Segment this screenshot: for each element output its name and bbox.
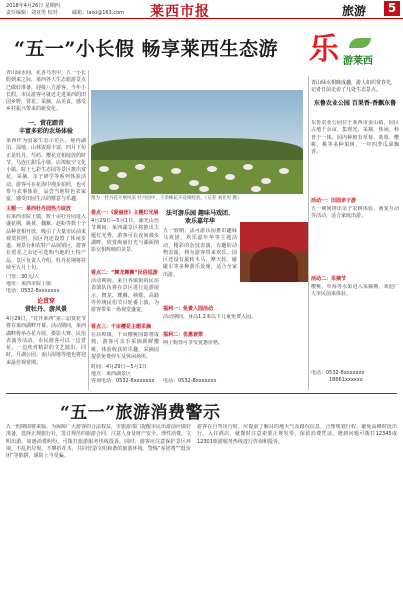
section-title: 旅游	[342, 4, 367, 18]
right-header: 青山绿水相映成趣，游人如织赏春光，记者日前走访了几处生态景点。	[311, 80, 397, 93]
bottom-body-2: 游客在自驾出行时，应提前了解目的地天气及路况信息，合理规划行程，避免高峰时段出行。入住酒店、就餐时注意索要正规发票，保留消费凭证。遇到问题可拨打12345或12301旅游服务热线进行咨询和投诉。	[197, 424, 397, 445]
section1b-title: 主题一：莱西牡丹园热力绽放	[6, 206, 72, 212]
right-phone-1: 电话：0532-8xxxxxxx	[311, 370, 365, 376]
right-phone-2: 18661xxxxxx	[329, 377, 363, 383]
middle-body-2: 活动期间，来自各镇街的民俗表演队伍将在景区进行巡游展示，舞龙、舞狮、秧歌、高跷等传统民俗节目轮番上演，为游客带来一场视觉盛宴。	[91, 278, 159, 314]
middle-place: 地点：莱西湖景区	[91, 371, 132, 377]
right-body: 东鲁农业公园位于莱西市姜山镇，园区占地千余亩，集观光、采摘、休闲、科普于一体。园内种植有草莓、蓝莓、樱桃、桃等多种果树，一年四季瓜果飘香。	[311, 120, 399, 156]
section1b-body: 在莱西市院上镇，数十亩牡丹园进入盛花期，姚黄、魏紫、赵粉等数十个品种竞相开放，吸引了大量市民前来观赏拍照。园区内还设置了休闲步道、观景台和农特产品展销区，游客在赏花之余还可选购当地的土特产品。景区负责人介绍，牡丹花期将持续至五月上旬。	[6, 214, 86, 272]
middle-body-3: 在店埠镇，千亩樱桃园即将成熟，游客可亲手采摘新鲜樱桃，体验收获的乐趣。采摘园提供免费停车及休闲场所。	[91, 332, 159, 360]
bottom-headline: “五一”旅游消费警示	[60, 403, 221, 423]
column-divider	[88, 70, 89, 390]
section1b-price: 门票：30元/人	[6, 274, 40, 280]
middle-right-sub2: 福利二：优惠套票	[163, 332, 204, 338]
page-number: 5	[384, 1, 400, 16]
masthead-email: 邮箱：laixi@163.com	[72, 10, 125, 16]
right-title: 东鲁农业公园 百果香·香飘东鲁	[313, 100, 397, 107]
middle-contact: 咨询电话：0532-8xxxxxxx	[91, 378, 155, 384]
section2-body: 4月29日，“花开莱西”第三届赏花节将在莱西湖畔开幕。活动期间，莱西湖畔将举办花卉展、摄影大赛、民俗表演等活动，市民游客可以一边赏花，一边欣赏精彩的文艺演出。同时，月湖公园、姜山湿地等地也将迎来最佳观赏期。	[6, 316, 86, 366]
section1-subtitle: 丰富多彩的农场体验	[18, 128, 73, 135]
peony-garden-photo	[91, 90, 303, 194]
right-sub1-body: 五一期间推出亲子农耕体验、萌宠互动等活动，适合家庭出游。	[311, 206, 399, 220]
section1b-phone: 电话：0532-8xxxxxxx	[6, 288, 60, 294]
right-sub1: 活动一：田园亲子游	[311, 198, 357, 204]
column-divider	[308, 76, 309, 390]
right-sub2-body: 樱桃、草莓等水果进入采摘期，欢迎广大市民前来体验。	[311, 284, 399, 298]
middle-label-3: 看点三：千亩樱花主题采摘	[91, 324, 152, 330]
section2-title: 论贯穿	[36, 298, 55, 305]
circus-performance-photo	[240, 222, 308, 282]
middle-right-title: 法可游乐园 趣味马戏团、欢乐嘉年华	[165, 210, 235, 225]
bottom-body-1: 五一假期即将来临，为保障广大游客的合法权益，市旅游部门提醒市民出游前应做好准备，选择正规旅行社，签订规范的旅游合同，注意人身及财产安全，理性消费，文明出游。如遇消费纠纷，可拨打旅游服务热线投诉。同时，游客应注意保护景区环境，不乱扔垃圾，不攀折花木，共同营造文明和谐的旅游环境。警惕“零团费”“低价团”等陷阱，谨防上当受骗。	[6, 424, 191, 460]
section1-title: 一、赏花踏青	[27, 120, 64, 127]
middle-right-sub1: 福利一：免费入园活动	[163, 306, 214, 312]
masthead	[0, 0, 403, 19]
leaf-icon	[349, 38, 371, 48]
middle-right-body: 五一假期，法可游乐园推出趣味马戏团、欢乐嘉年华等主题活动，精彩的杂技表演、有趣的动物表演，将为游客带来欢乐。园区还设有旋转木马、摩天轮、碰碰车等多种游乐设施，适合全家出游。	[163, 228, 237, 278]
middle-right-phone: 电话：0532-8xxxxxxx	[163, 378, 217, 384]
logo-text: 游莱西	[343, 56, 373, 67]
middle-right-sub2-body: 网上购票可享受优惠价格。	[163, 340, 224, 346]
photo-caption: 图为：牡丹花开展风采 牡丹园中，千余株花卉竞相绽放。（记者 刘亚男 摄）	[91, 196, 242, 201]
middle-time: 时间：4月29日—5月1日	[91, 364, 147, 370]
masthead-editor: 责任编辑：刘亚男 校对：	[6, 10, 63, 16]
le-you-laixi-logo	[309, 34, 397, 74]
section-divider	[6, 393, 397, 394]
main-headline: “五一”小长假 畅享莱西生态游	[14, 38, 278, 60]
section1b-address: 地址：莱西市院上镇	[6, 281, 52, 287]
middle-label-2: 看点二：“舞龙舞狮”民俗巡游	[91, 270, 158, 276]
section1-body: 莱西作为国家生态示范区，境内湖泊、湿地、山林资源丰富，四月下旬正是牡丹、芍药、樱花竞相绽放的时节。马连庄甜瓜小镇、店埠航空文化小镇、院上七彩生态园等景区推出赏花、采摘、亲子研学等系列体验活动。游客可在花海中漫步拍照，也可参与农事体验，品尝当地特色农家宴，感受田园生活的惬意与乐趣。	[6, 138, 86, 203]
middle-body-1: 4月29日—5月1日，湖光山色节期间，莱西湖景区将推出主题灯光秀，游客可在夜间漫步湖畔，欣赏绚丽灯光与湖面倒影交相辉映的美景。	[91, 218, 159, 254]
logo-le-char: 乐	[309, 32, 339, 67]
right-sub2: 活动二：采摘节	[311, 276, 347, 282]
masthead-date: 2018年4月26日 星期四	[6, 3, 60, 9]
intro-text: 青山绿水间，花香鸟语中，五一小长假到来之际，莱西各大生态旅游景点已做好准备，迎接八方游客。今年小长假，市民游客可就近走进莱西的田园乡野，赏花、采摘、品美食，感受乡村振兴带来的新变化。	[6, 70, 86, 113]
middle-label-1: 看点一：《爱丽丝》主题灯光展	[91, 210, 159, 216]
section2-subtitle: 赏牡丹、游风景	[24, 306, 67, 313]
middle-right-sub1-body: 活动期间，身高1.2米以下儿童免费入园。	[163, 314, 256, 320]
paper-title: 莱西市报	[150, 4, 210, 20]
